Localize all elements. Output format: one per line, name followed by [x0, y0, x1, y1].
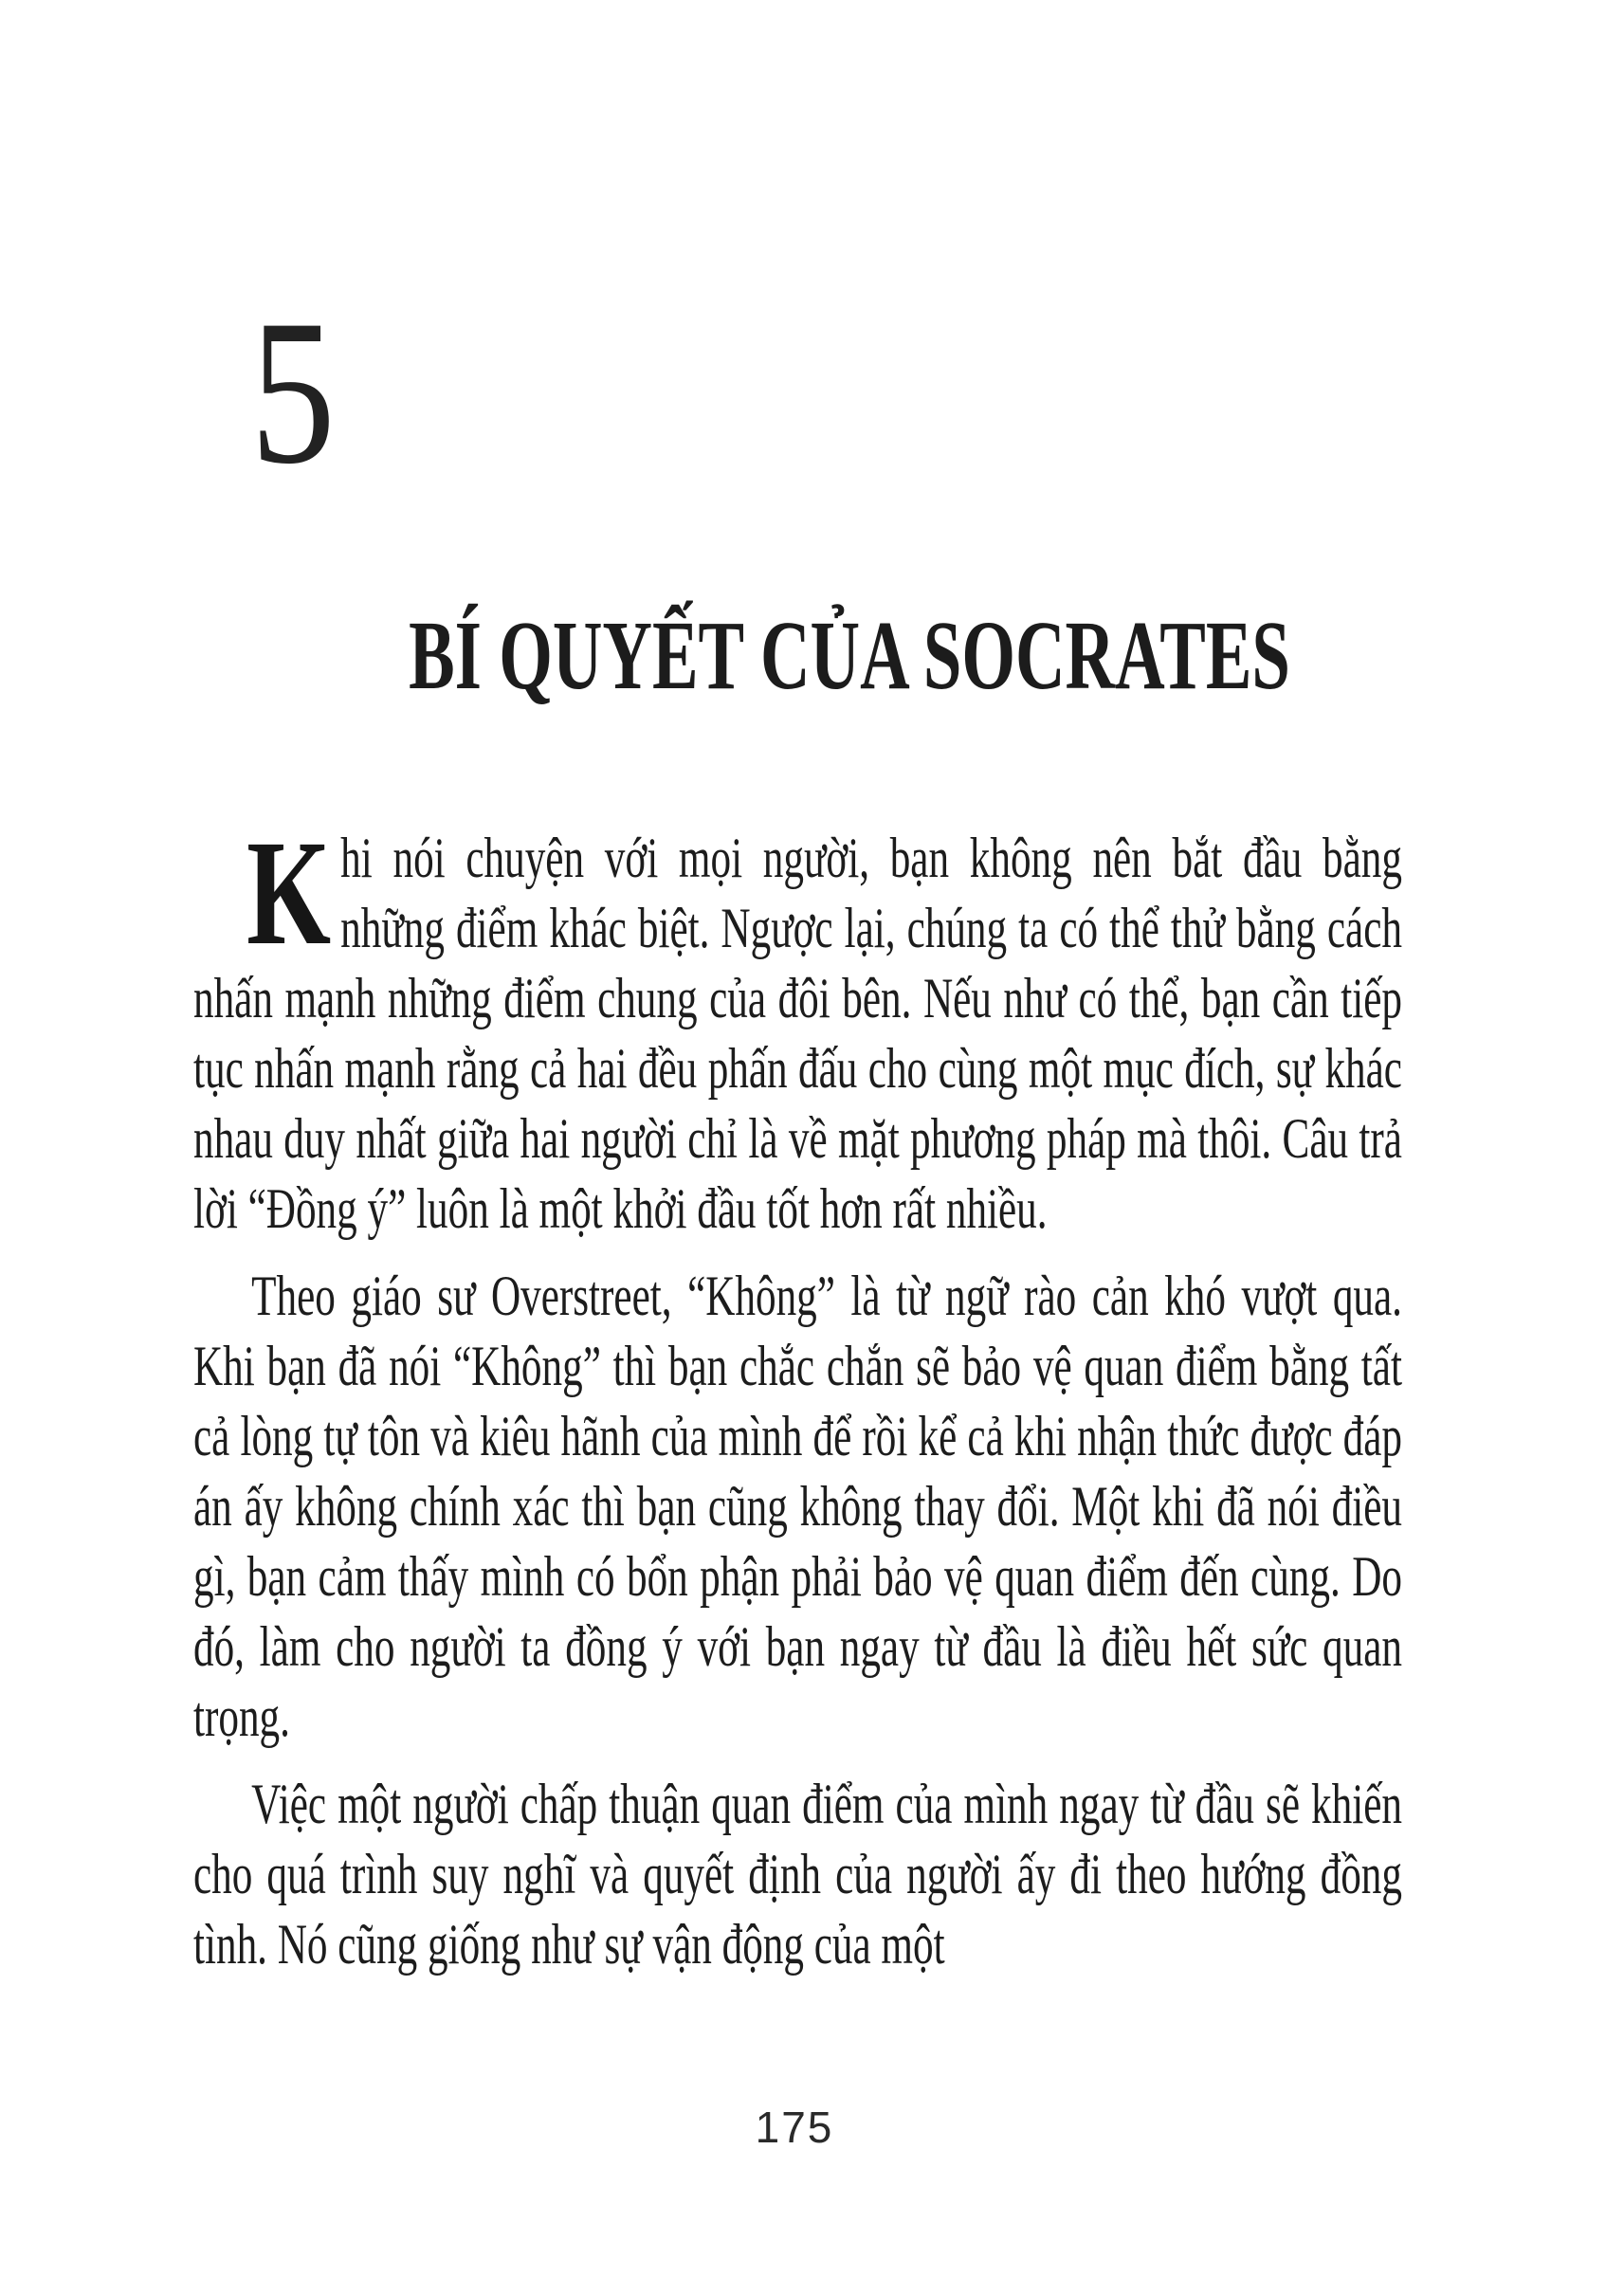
body-text: [193, 810, 1402, 1979]
paragraph-2: Theo giáo sư Overstreet, “Không” là từ ngữ rào cản khó vượt qua. Khi bạn đã nói “Không” thì bạn chắc chắn sẽ bảo vệ quan điểm bằng tất cả lòng tự tôn và kiêu hãnh của mình để rồi kể cả khi nhận thức được đáp án ấy không chính xác thì bạn cũng không thay đổi. Một khi đã nói điều gì, bạn cảm thấy mình có bổn phận phải bảo vệ quan điểm đến cùng. Do đó, làm cho người ta đồng ý với bạn ngay từ đầu là điều hết sức quan trọng.: [193, 1265, 1402, 1748]
paragraph-1: [193, 810, 1402, 1244]
paragraph-3: Việc một người chấp thuận quan điểm của mình ngay từ đầu sẽ khiến cho quá trình suy nghĩ và quyết định của người ấy đi theo hướng đồng tình. Nó cũng giống như sự vận động của một: [193, 1773, 1402, 1976]
drop-cap: K: [246, 810, 332, 976]
chapter-title: BÍ QUYẾT CỦA SOCRATES: [409, 601, 1290, 710]
chapter-number: 5: [250, 278, 336, 507]
page-number: 175: [755, 2103, 834, 2152]
paragraph-1-text: hi nói chuyện với mọi người, bạn không nên bắt đầu bằng những điểm khác biệt. Ngược lại, chúng ta có thể thử bằng cách nhấn mạnh những điểm chung của đôi bên. Nếu như có thể, bạn cần tiếp tục nhấn mạnh rằng cả hai đều phấn đấu cho cùng một mục đích, sự khác nhau duy nhất giữa hai người chỉ là về mặt phương pháp mà thôi. Câu trả lời “Đồng ý” luôn là một khởi đầu tốt hơn rất nhiều.: [193, 827, 1402, 1240]
